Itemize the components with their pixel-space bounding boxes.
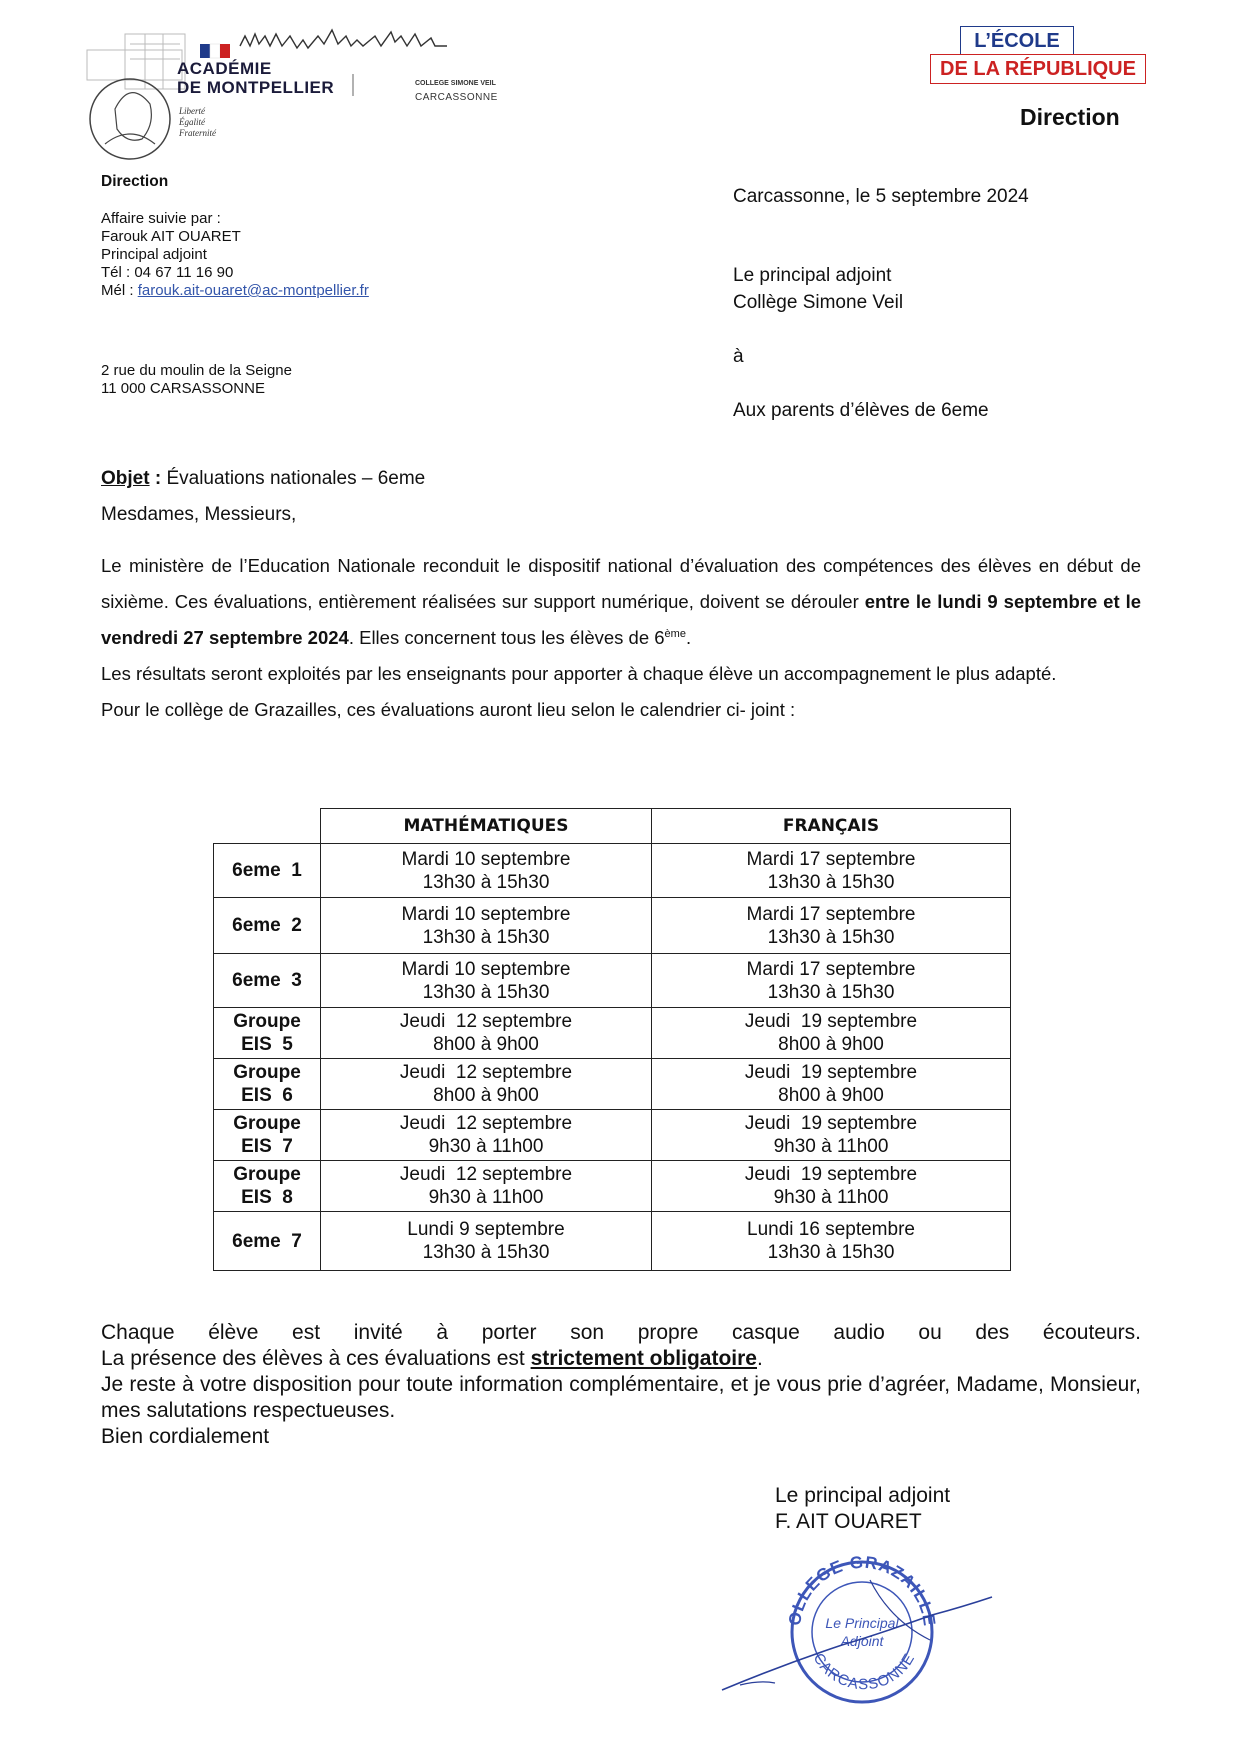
closing-mandatory: strictement obligatoire — [530, 1347, 757, 1370]
francais-cell — [652, 1059, 1011, 1110]
signature-name: F. AIT OUARET — [775, 1510, 922, 1533]
calendar-table — [213, 808, 1011, 1271]
table-row — [214, 898, 1011, 954]
sender-tel: Tél : 04 67 11 16 90 — [101, 264, 234, 281]
recipient-a: à — [733, 346, 744, 367]
francais-cell — [652, 1110, 1011, 1161]
motto-egalite: Égalité — [179, 117, 205, 127]
math-cell — [321, 1161, 652, 1212]
academie-name-line2: DE MONTPELLIER — [177, 78, 335, 97]
table-corner — [214, 809, 321, 844]
sender-service: Direction — [101, 173, 169, 190]
stamp-top-text: OLLEGE GRAZAILLE — [784, 1552, 940, 1628]
math-cell-line2: 9h30 à 11h00 — [428, 1187, 544, 1208]
motto-fraternite: Fraternité — [179, 128, 216, 138]
closing-line-2-text: La présence des élèves à ces évaluations est — [101, 1347, 531, 1370]
math-cell-line2: 13h30 à 15h30 — [422, 981, 550, 1003]
table-row — [214, 1110, 1011, 1161]
ecole-logo-line1: L’ÉCOLE — [960, 26, 1074, 55]
paragraph-1-text-b: . Elles concernent tous les élèves de 6 — [348, 627, 665, 648]
paragraph-1 — [101, 548, 1141, 656]
table-row — [214, 1008, 1011, 1059]
signature-block — [775, 1483, 950, 1535]
math-cell-line1: Mardi 10 septembre — [401, 848, 571, 870]
math-cell-line1: Lundi 9 septembre — [407, 1219, 565, 1240]
row-label-line1: 6eme 7 — [232, 1230, 302, 1252]
math-cell — [321, 1059, 652, 1110]
francais-cell — [652, 954, 1011, 1008]
francais-cell-line1: Jeudi 19 septembre — [744, 1011, 918, 1032]
table-row — [214, 954, 1011, 1008]
sender-address-line2: 11 000 CARSASSONNE — [101, 380, 265, 397]
math-cell-line1: Jeudi 12 septembre — [399, 1011, 573, 1032]
paragraph-1-end: . — [685, 627, 692, 648]
table-row — [214, 1161, 1011, 1212]
closing-line-4: Bien cordialement — [101, 1425, 270, 1448]
francais-cell — [652, 898, 1011, 954]
row-label — [214, 898, 321, 954]
francais-cell — [652, 1212, 1011, 1271]
table-row — [214, 844, 1011, 898]
francais-cell-line2: 8h00 à 9h00 — [778, 1034, 884, 1055]
ecole-republique-logo — [930, 26, 1150, 88]
francais-cell-line2: 13h30 à 15h30 — [767, 871, 895, 893]
math-cell-line2: 9h30 à 11h00 — [428, 1136, 544, 1157]
math-cell-line1: Jeudi 12 septembre — [399, 1062, 573, 1083]
francais-cell-line2: 13h30 à 15h30 — [767, 981, 895, 1003]
row-label-line1: 6eme 1 — [232, 860, 302, 881]
academie-name-line1: ACADÉMIE — [177, 59, 272, 78]
math-cell-line2: 8h00 à 9h00 — [433, 1085, 539, 1106]
letter-date: Carcassonne, le 5 septembre 2024 — [733, 186, 1029, 207]
francais-cell-line1: Lundi 16 septembre — [747, 1219, 915, 1240]
math-cell — [321, 844, 652, 898]
row-label — [214, 1110, 321, 1161]
paragraph-1-sup: ème — [664, 627, 686, 640]
row-label — [214, 954, 321, 1008]
row-label — [214, 1212, 321, 1271]
sender-block — [101, 173, 431, 398]
francais-cell-line2: 13h30 à 15h30 — [767, 926, 895, 948]
college-name: COLLEGE SIMONE VEIL — [415, 80, 496, 87]
math-cell-line1: Jeudi 12 septembre — [399, 1164, 573, 1185]
stamp-center-1: Le Principal — [825, 1615, 899, 1631]
math-cell-line2: 13h30 à 15h30 — [422, 871, 550, 893]
sender-email-link[interactable]: farouk.ait-ouaret@ac-montpellier.fr — [137, 282, 369, 299]
paragraph-3: Pour le collège de Grazailles, ces évaluations auront lieu selon le calendrier ci- joint : — [101, 699, 796, 720]
svg-text:CARCASSONNE — [810, 1650, 919, 1693]
math-cell — [321, 1212, 652, 1271]
closing-line-1: Chaque élève est invité à porter son propre casque audio ou des écouteurs. — [101, 1321, 1141, 1344]
francais-cell-line2: 9h30 à 11h00 — [773, 1187, 889, 1208]
letter-body — [101, 548, 1141, 728]
math-cell-line2: 8h00 à 9h00 — [433, 1034, 539, 1055]
row-label-line1: Groupe — [233, 1164, 301, 1185]
closing-line-2 — [101, 1346, 1141, 1372]
closing-line-2-end: . — [757, 1347, 763, 1370]
row-label — [214, 844, 321, 898]
math-cell — [321, 1110, 652, 1161]
math-cell — [321, 954, 652, 1008]
stamp-center-2: Adjoint — [840, 1633, 884, 1649]
francais-cell-line1: Mardi 17 septembre — [746, 848, 916, 870]
row-label-line2: EIS 6 — [241, 1085, 293, 1106]
header-francais: FRANÇAIS — [652, 809, 1011, 844]
sender-name: Farouk AIT OUARET — [101, 228, 241, 245]
sender-affaire: Affaire suivie par : — [101, 210, 221, 227]
sender-mel-label: Mél : — [101, 282, 138, 299]
row-label — [214, 1161, 321, 1212]
stamp-graphic — [720, 1540, 1010, 1710]
objet-text: Évaluations nationales – 6eme — [166, 468, 426, 489]
table-header-row — [214, 809, 1011, 844]
table-row — [214, 1059, 1011, 1110]
math-cell — [321, 898, 652, 954]
francais-cell-line2: 13h30 à 15h30 — [767, 1242, 895, 1263]
francais-cell — [652, 844, 1011, 898]
francais-cell — [652, 1008, 1011, 1059]
ecole-logo-line2: DE LA RÉPUBLIQUE — [930, 54, 1146, 84]
motto-liberte: Liberté — [179, 106, 205, 116]
sender-role: Principal adjoint — [101, 246, 207, 263]
closing-line-3: Je reste à votre disposition pour toute information complémentaire, et je vous prie d’agréer, Madame, Monsieur, mes salutations respectueuses. — [101, 1373, 1141, 1422]
francais-cell-line1: Jeudi 19 septembre — [744, 1164, 918, 1185]
math-cell-line2: 13h30 à 15h30 — [422, 926, 550, 948]
row-label-line2: EIS 5 — [241, 1034, 293, 1055]
paragraph-2: Les résultats seront exploités par les enseignants pour apporter à chaque élève un accompagnement le plus adapté. — [101, 663, 1057, 684]
closing-block — [101, 1320, 1141, 1450]
recipient-from-line1: Le principal adjoint — [733, 265, 892, 286]
stamp-bottom-text: CARCASSONNE — [809, 1650, 919, 1694]
francais-cell-line2: 8h00 à 9h00 — [778, 1085, 884, 1106]
math-cell — [321, 1008, 652, 1059]
paragraph-1-bold: entre le lundi 9 septembre et le vendredi 27 septembre 2024 — [101, 591, 1142, 648]
math-cell-line1: Mardi 10 septembre — [401, 903, 571, 925]
header-math: MATHÉMATIQUES — [321, 809, 652, 844]
recipient-to: Aux parents d’élèves de 6eme — [733, 400, 989, 421]
paragraph-1-text: Le ministère de l’Education Nationale reconduit le dispositif national d’évaluation des compétences des élèves en début de sixième. Ces évaluations, entièrement réalisées sur support numérique, doivent se dérouler — [101, 555, 1141, 612]
math-cell-line1: Mardi 10 septembre — [401, 958, 571, 980]
greeting: Mesdames, Messieurs, — [101, 504, 297, 525]
row-label-line1: 6eme 2 — [232, 915, 302, 936]
row-label — [214, 1008, 321, 1059]
official-stamp — [720, 1540, 1010, 1710]
sender-mel-line — [101, 282, 431, 300]
francais-cell-line1: Mardi 17 septembre — [746, 958, 916, 980]
francais-cell-line1: Mardi 17 septembre — [746, 903, 916, 925]
math-cell-line1: Jeudi 12 septembre — [399, 1113, 573, 1134]
signature-role: Le principal adjoint — [775, 1484, 951, 1507]
row-label-line1: 6eme 3 — [232, 970, 302, 991]
row-label-line1: Groupe — [233, 1113, 301, 1134]
direction-heading: Direction — [1020, 104, 1120, 130]
academie-logo — [85, 14, 545, 164]
sender-address-line1: 2 rue du moulin de la Seigne — [101, 362, 292, 379]
row-label — [214, 1059, 321, 1110]
objet-line — [101, 468, 425, 490]
row-label-line2: EIS 8 — [241, 1187, 293, 1208]
row-label-line1: Groupe — [233, 1011, 301, 1032]
francais-cell-line2: 9h30 à 11h00 — [773, 1136, 889, 1157]
objet-label: Objet — [101, 468, 150, 489]
college-city: CARCASSONNE — [415, 92, 498, 103]
francais-cell — [652, 1161, 1011, 1212]
math-cell-line2: 13h30 à 15h30 — [422, 1242, 550, 1263]
francais-cell-line1: Jeudi 19 septembre — [744, 1062, 918, 1083]
row-label-line2: EIS 7 — [241, 1136, 293, 1157]
row-label-line1: Groupe — [233, 1062, 301, 1083]
objet-sep: : — [149, 468, 167, 489]
recipient-from-line2: Collège Simone Veil — [733, 292, 904, 313]
francais-cell-line1: Jeudi 19 septembre — [744, 1113, 918, 1134]
table-row — [214, 1212, 1011, 1271]
